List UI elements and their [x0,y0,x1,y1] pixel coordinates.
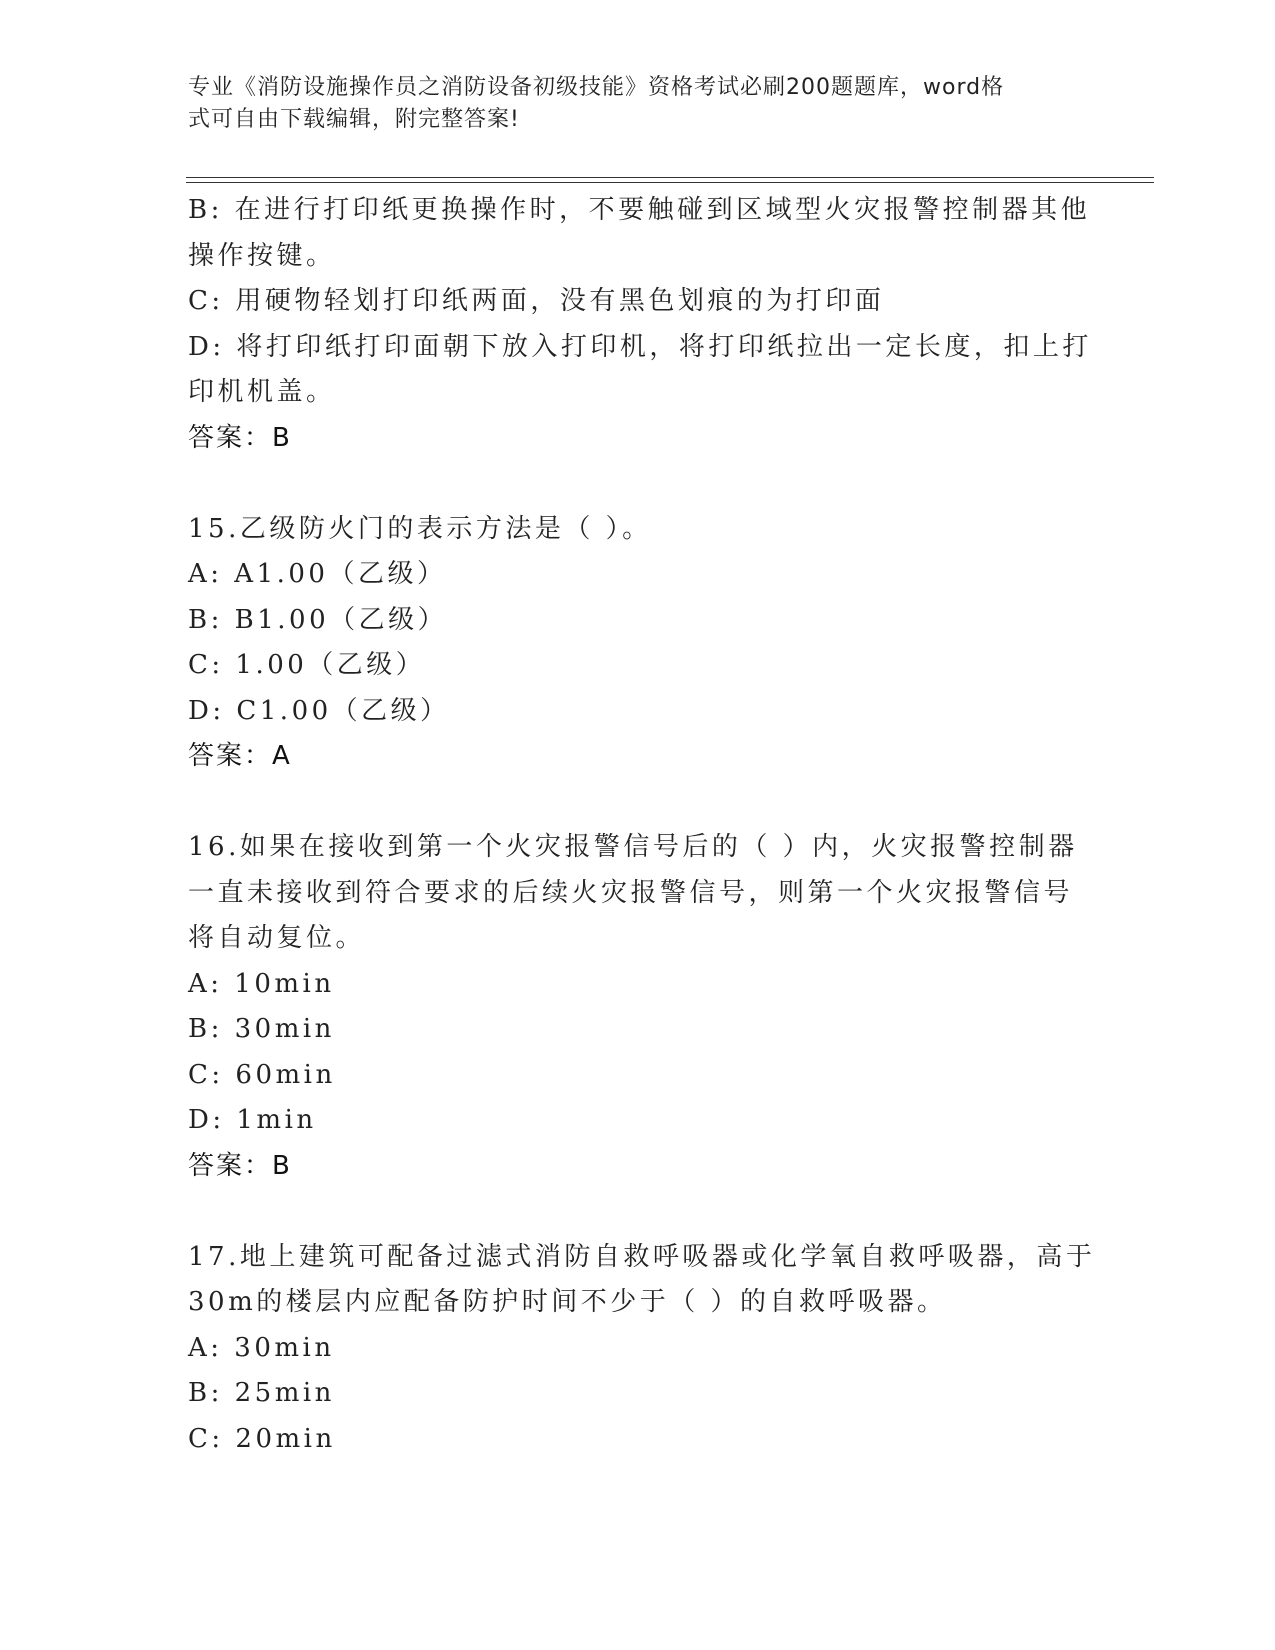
option-b: B: 25min [188,1378,335,1408]
spacer [188,1189,1088,1235]
header-rule-top [186,177,1154,178]
option-d: D: 1min [188,1105,317,1135]
question-stem-line-3: 将自动复位。 [188,923,366,953]
option-d: D: C1.00（乙级） [188,695,450,726]
question-17 [188,1235,1096,1463]
answer: 答案：A [188,741,292,771]
question-content [188,188,1096,1462]
option-c: C: 20min [188,1423,336,1454]
option-b-line-1: B: 在进行打印纸更换操作时，不要触碰到区域型火灾报警控制器其他 [188,195,1091,225]
option-a: A: 30min [188,1332,335,1363]
page-header [188,72,1088,136]
option-c: C: 1.00（乙级） [188,650,426,680]
option-a: A: 10min [188,968,335,999]
spacer [188,461,1088,507]
question-16 [188,825,1088,1189]
header-line-1: 专业《消防设施操作员之消防设备初级技能》资格考试必刷200题题库，word格 [188,75,1005,100]
option-d-line-1: D: 将打印纸打印面朝下放入打印机，将打印纸拉出一定长度，扣上打 [188,331,1092,362]
header-rule-bottom [186,182,1154,183]
question-stem: 15.乙级防火门的表示方法是（ ）。 [188,513,652,544]
option-b: B: 30min [188,1014,335,1044]
answer: 答案：B [188,422,292,453]
header-line-2: 式可自由下载编辑，附完整答案! [188,107,520,132]
option-c: C: 用硬物轻划打印纸两面，没有黑色划痕的为打印面 [188,286,885,316]
question-stem-line-2: 30m的楼层内应配备防护时间不少于（ ）的自救呼吸器。 [188,1287,947,1317]
option-d-line-2: 印机机盖。 [188,377,336,407]
question-14-continued [188,188,1092,461]
question-15 [188,507,1088,780]
question-stem-line-1: 17.地上建筑可配备过滤式消防自救呼吸器或化学氧自救呼吸器，高于 [188,1241,1096,1272]
option-b-line-2: 操作按键。 [188,240,336,271]
option-a: A: A1.00（乙级） [188,559,447,589]
option-c: C: 60min [188,1059,336,1090]
spacer [188,780,1088,826]
option-b: B: B1.00（乙级） [188,604,448,635]
answer: 答案：B [188,1150,292,1181]
question-stem-line-1: 16.如果在接收到第一个火灾报警信号后的（ ）内，火灾报警控制器 [188,832,1078,862]
question-stem-line-2: 一直未接收到符合要求的后续火灾报警信号，则第一个火灾报警信号 [188,877,1074,908]
